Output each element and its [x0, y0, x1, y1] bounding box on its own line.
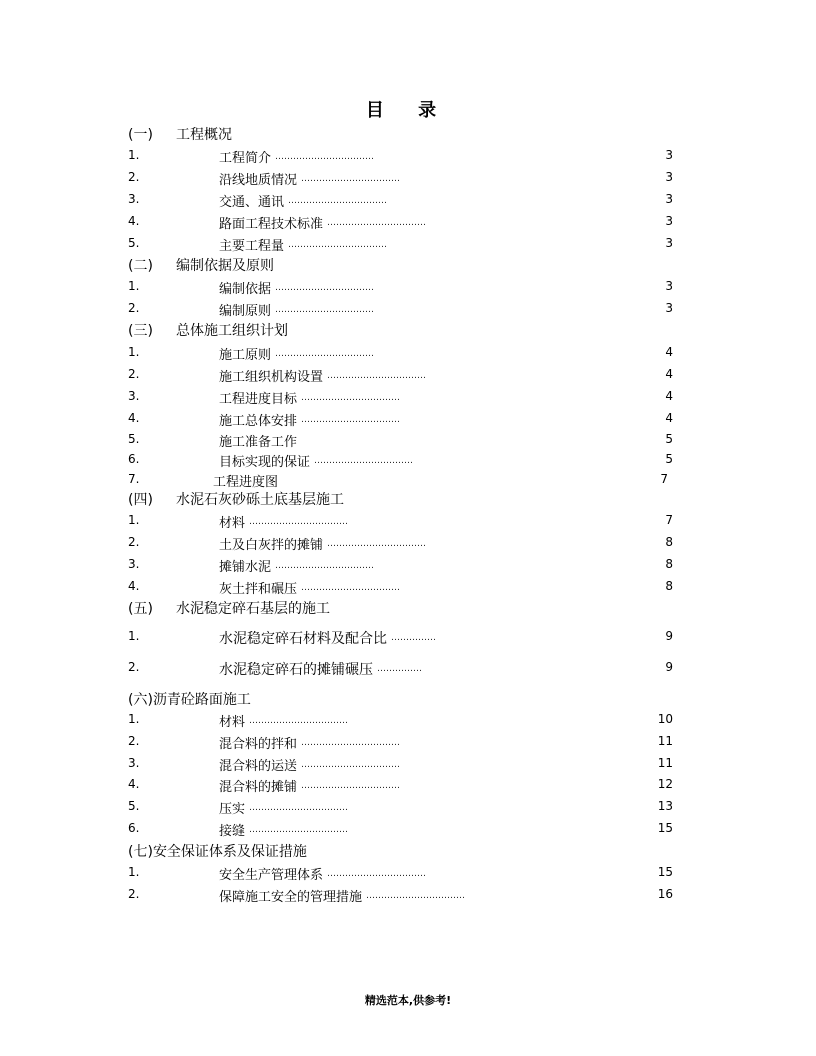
entry-page-number: 7	[660, 472, 668, 486]
section-label: 沥青砼路面施工	[152, 692, 251, 708]
leader-dots: ……………………………	[275, 561, 375, 571]
toc-entry[interactable]	[0, 168, 816, 190]
entry-label: 编制依据	[219, 282, 272, 297]
leader-dots: ……………………………	[301, 781, 401, 791]
toc-entry[interactable]	[0, 819, 816, 841]
entry-label: 交通、通讯	[219, 195, 285, 210]
entry-page-number: 3	[665, 236, 673, 250]
entry-label: 材料	[219, 715, 246, 730]
entry-label: 工程简介	[219, 151, 272, 166]
entry-page-number: 5	[665, 432, 673, 446]
toc-entry[interactable]	[0, 343, 816, 365]
entry-label: 土及白灰拌的摊铺	[219, 538, 324, 553]
entry-page-number: 4	[665, 367, 673, 381]
entry-page-number: 3	[665, 214, 673, 228]
entry-number: 2.	[128, 301, 140, 315]
entry-label: 路面工程技术标准	[219, 217, 324, 232]
page-footer: 精选范本,供参考!	[364, 994, 452, 1007]
toc-entry[interactable]	[0, 190, 816, 212]
toc-entry[interactable]	[0, 797, 816, 819]
entry-page-number: 11	[657, 734, 673, 748]
entry-number: 4.	[128, 579, 140, 593]
entry-number: 2.	[128, 734, 140, 748]
section-label: 水泥石灰砂砾土底基层施工	[176, 492, 344, 508]
toc-entry[interactable]	[0, 212, 816, 234]
section-number: (六)	[128, 692, 153, 708]
entry-label: 保障施工安全的管理措施	[219, 890, 363, 905]
entry-page-number: 16	[657, 887, 673, 901]
entry-label: 接缝	[219, 824, 246, 839]
section-number: (一)	[128, 127, 153, 143]
toc-section-heading[interactable]	[128, 320, 288, 342]
entry-number: 5.	[128, 432, 140, 446]
leader-dots: ……………	[377, 664, 422, 674]
entry-label: 目标实现的保证	[219, 455, 311, 470]
leader-dots: ……………………………	[301, 393, 401, 403]
leader-dots: ……………………………	[314, 456, 414, 466]
leader-dots: ……………………………	[249, 517, 349, 527]
entry-page-number: 3	[665, 301, 673, 315]
entry-label: 压实	[219, 802, 246, 817]
section-label: 工程概况	[176, 127, 232, 143]
entry-page-number: 7	[665, 513, 673, 527]
entry-label: 沿线地质情况	[219, 173, 298, 188]
entry-label: 安全生产管理体系	[219, 868, 324, 883]
toc-entry[interactable]	[0, 863, 816, 885]
toc-entry[interactable]	[0, 754, 816, 776]
section-number: (二)	[128, 258, 153, 274]
section-number: (七)	[128, 844, 153, 860]
toc-section-heading[interactable]	[128, 598, 330, 620]
toc-entry[interactable]	[0, 146, 816, 168]
toc-entry[interactable]	[0, 365, 816, 387]
leader-dots: ……………………………	[301, 415, 401, 425]
entry-number: 2.	[128, 887, 140, 901]
leader-dots: ……………………………	[275, 305, 375, 315]
entry-number: 3.	[128, 557, 140, 571]
toc-entry[interactable]	[0, 277, 816, 299]
entry-number: 2.	[128, 170, 140, 184]
section-label: 安全保证体系及保证措施	[152, 844, 307, 860]
leader-dots: ……………………………	[327, 869, 427, 879]
entry-page-number: 12	[657, 777, 673, 791]
toc-entry[interactable]	[0, 577, 816, 599]
entry-number: 1.	[128, 712, 140, 726]
leader-dots: ……………………………	[249, 825, 349, 835]
toc-entry[interactable]	[0, 387, 816, 409]
toc-entry[interactable]	[0, 885, 816, 907]
entry-label: 水泥稳定碎石的摊铺碾压	[219, 662, 373, 678]
toc-entry[interactable]	[0, 470, 816, 492]
entry-label: 施工组织机构设置	[219, 370, 324, 385]
toc-entry[interactable]	[0, 511, 816, 533]
entry-page-number: 9	[665, 660, 673, 674]
entry-label: 工程进度图	[213, 475, 279, 490]
toc-section-heading[interactable]	[128, 489, 344, 511]
toc-section-heading[interactable]	[128, 689, 251, 711]
leader-dots: ……………………………	[275, 152, 375, 162]
entry-number: 1.	[128, 629, 140, 643]
entry-number: 2.	[128, 660, 140, 674]
toc-entry[interactable]	[0, 732, 816, 754]
leader-dots: ……………………………	[249, 716, 349, 726]
entry-number: 5.	[128, 236, 140, 250]
entry-page-number: 11	[657, 756, 673, 770]
entry-page-number: 8	[665, 557, 673, 571]
entry-number: 3.	[128, 389, 140, 403]
toc-section-heading[interactable]	[128, 124, 232, 146]
entry-label: 水泥稳定碎石材料及配合比	[219, 631, 387, 647]
entry-page-number: 3	[665, 192, 673, 206]
entry-number: 1.	[128, 345, 140, 359]
entry-number: 4.	[128, 777, 140, 791]
entry-number: 3.	[128, 756, 140, 770]
entry-number: 1.	[128, 865, 140, 879]
toc-entry[interactable]	[0, 409, 816, 431]
leader-dots: ……………………………	[301, 760, 401, 770]
section-label: 总体施工组织计划	[176, 323, 288, 339]
entry-label: 灰土拌和碾压	[219, 582, 298, 597]
toc-entry[interactable]	[0, 234, 816, 256]
entry-page-number: 15	[657, 865, 673, 879]
entry-number: 4.	[128, 214, 140, 228]
leader-dots: ……………	[391, 633, 436, 643]
entry-page-number: 13	[657, 799, 673, 813]
leader-dots: ……………………………	[366, 891, 466, 901]
entry-number: 5.	[128, 799, 140, 813]
section-number: (三)	[128, 323, 153, 339]
entry-number: 2.	[128, 367, 140, 381]
entry-page-number: 5	[665, 452, 673, 466]
toc-entry[interactable]	[0, 775, 816, 797]
toc-entry[interactable]	[0, 450, 816, 472]
entry-number: 3.	[128, 192, 140, 206]
entry-number: 7.	[128, 472, 140, 486]
entry-label: 混合料的摊铺	[219, 780, 298, 795]
section-label: 水泥稳定碎石基层的施工	[176, 601, 330, 617]
entry-page-number: 3	[665, 170, 673, 184]
entry-page-number: 10	[657, 712, 673, 726]
entry-label: 施工总体安排	[219, 414, 298, 429]
leader-dots: ……………………………	[288, 240, 388, 250]
entry-label: 工程进度目标	[219, 392, 298, 407]
toc-entry[interactable]	[0, 533, 816, 555]
toc-entry[interactable]	[0, 555, 816, 577]
leader-dots: ……………………………	[327, 218, 427, 228]
entry-label: 施工原则	[219, 348, 272, 363]
entry-number: 6.	[128, 452, 140, 466]
toc-entry[interactable]	[0, 627, 816, 649]
leader-dots: ……………………………	[301, 583, 401, 593]
entry-page-number: 4	[665, 389, 673, 403]
entry-number: 6.	[128, 821, 140, 835]
leader-dots: ……………………………	[327, 539, 427, 549]
toc-entry[interactable]	[0, 430, 816, 452]
entry-label: 主要工程量	[219, 239, 285, 254]
leader-dots: ……………………………	[327, 371, 427, 381]
entry-page-number: 3	[665, 148, 673, 162]
toc-section-heading[interactable]	[128, 255, 274, 277]
entry-number: 1.	[128, 279, 140, 293]
toc-entry[interactable]	[0, 658, 816, 680]
entry-label: 混合料的拌和	[219, 737, 298, 752]
entry-label: 摊铺水泥	[219, 560, 272, 575]
entry-label: 编制原则	[219, 304, 272, 319]
toc-entry[interactable]	[0, 299, 816, 321]
section-label: 编制依据及原则	[176, 258, 274, 274]
toc-section-heading[interactable]	[128, 841, 307, 863]
leader-dots: ……………………………	[301, 738, 401, 748]
leader-dots: ……………………………	[288, 196, 388, 206]
entry-number: 2.	[128, 535, 140, 549]
entry-label: 材料	[219, 516, 246, 531]
leader-dots: ……………………………	[275, 349, 375, 359]
entry-page-number: 9	[665, 629, 673, 643]
entry-page-number: 4	[665, 345, 673, 359]
section-number: (五)	[128, 601, 153, 617]
entry-page-number: 8	[665, 535, 673, 549]
entry-page-number: 15	[657, 821, 673, 835]
toc-entry[interactable]	[0, 710, 816, 732]
leader-dots: ……………………………	[275, 283, 375, 293]
entry-number: 1.	[128, 513, 140, 527]
entry-number: 4.	[128, 411, 140, 425]
entry-label: 混合料的运送	[219, 759, 298, 774]
entry-page-number: 4	[665, 411, 673, 425]
section-number: (四)	[128, 492, 153, 508]
page-title: 目 录	[365, 100, 451, 121]
leader-dots: ……………………………	[301, 174, 401, 184]
entry-number: 1.	[128, 148, 140, 162]
leader-dots: ……………………………	[249, 803, 349, 813]
entry-page-number: 3	[665, 279, 673, 293]
entry-page-number: 8	[665, 579, 673, 593]
entry-label: 施工准备工作	[219, 435, 298, 450]
